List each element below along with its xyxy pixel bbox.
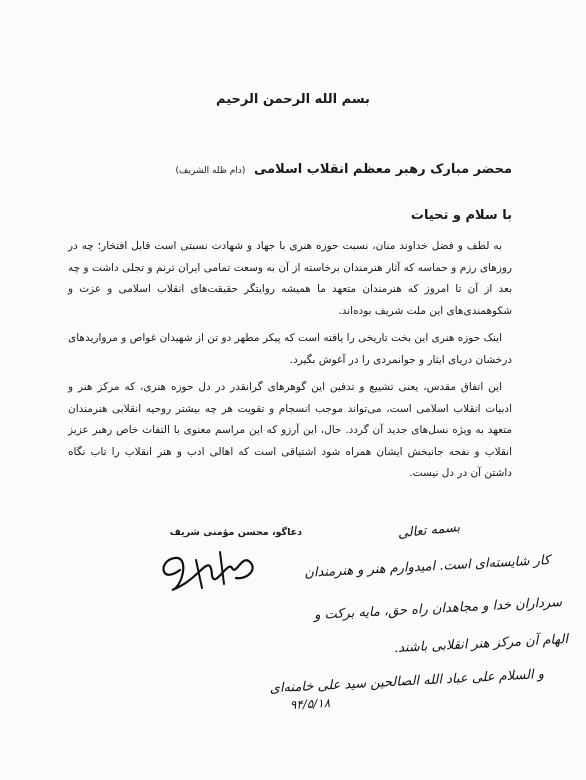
signature-scribble xyxy=(150,540,270,595)
greeting: با سلام و تحیات xyxy=(410,208,512,223)
letter-address xyxy=(72,162,512,177)
handwritten-line: و السلام علی عباد الله الصالحین سید علی خامنه‌ای xyxy=(269,667,545,697)
handwritten-line: کار شایسته‌ای است. امیدوارم هنر و هنرمندان xyxy=(303,553,551,581)
address-honorific: (دام ظله الشریف) xyxy=(175,166,246,176)
handwritten-line: بسمه تعالی xyxy=(397,520,461,542)
handwritten-date: ۹۴/۵/۱۸ xyxy=(289,695,331,713)
handwritten-line: الهام آن مرکز هنر انقلابی باشند. xyxy=(393,632,569,657)
address-text: محضر مبارک رهبر معظم انقلاب اسلامی xyxy=(253,162,512,177)
handwritten-line: سرداران خدا و مجاهدان راه حق، مایه برکت و xyxy=(313,595,563,623)
letter-body xyxy=(68,236,512,491)
paragraph: این اتفاق مقدس، یعنی تشییع و تدفین این گوهرهای گرانقدر در دل حوزه هنری، که مرکز هنر و ادبیات انقلاب اسلامی است، می‌تواند موجب انسجام و تقویت هر چه بیشتر روحیه انقلابی هنرمندان متعهد به ویژه نسل‌های جدید آن گردد. حال، این آرزو که این مراسم معنوی با التفات خاص رهبر عزیز انقلاب و نفحه جانبخش ایشان همراه شود اشتیاقی است که اهالی ادب و هنر انقلاب را تاب نگاه داشتن آن در دل نیست. xyxy=(68,381,512,479)
paragraph: اینک حوزه هنری این بخت تاریخی را یافته است که پیکر مطهر دو تن از شهیدان غواص و مرواریدهای درخشان دریای ایثار و جوانمردی را در آغوش بگیرد. xyxy=(68,332,512,366)
paragraph: به لطف و فضل خداوند منان، نسبت حوزه هنری با جهاد و شهادت نسبتی است قابل افتخار؛ چه در روزهای رزم و حماسه که آثار هنرمندان برخاسته از آن به وسعت تمامی ایران ترنم و تجلی داشت و چه بعد از آن تا امروز که هنرمندان متعهد ما همیشه روایتگر حقیقت‌های انقلاب اسلامی و عزت و شکوهمندی‌های این ملت شریف بوده‌اند. xyxy=(68,240,512,317)
signatory-name: دعاگو، محسن مؤمنی شریف xyxy=(169,527,302,538)
basmala-heading: بسم الله الرحمن الرحیم xyxy=(216,92,370,107)
